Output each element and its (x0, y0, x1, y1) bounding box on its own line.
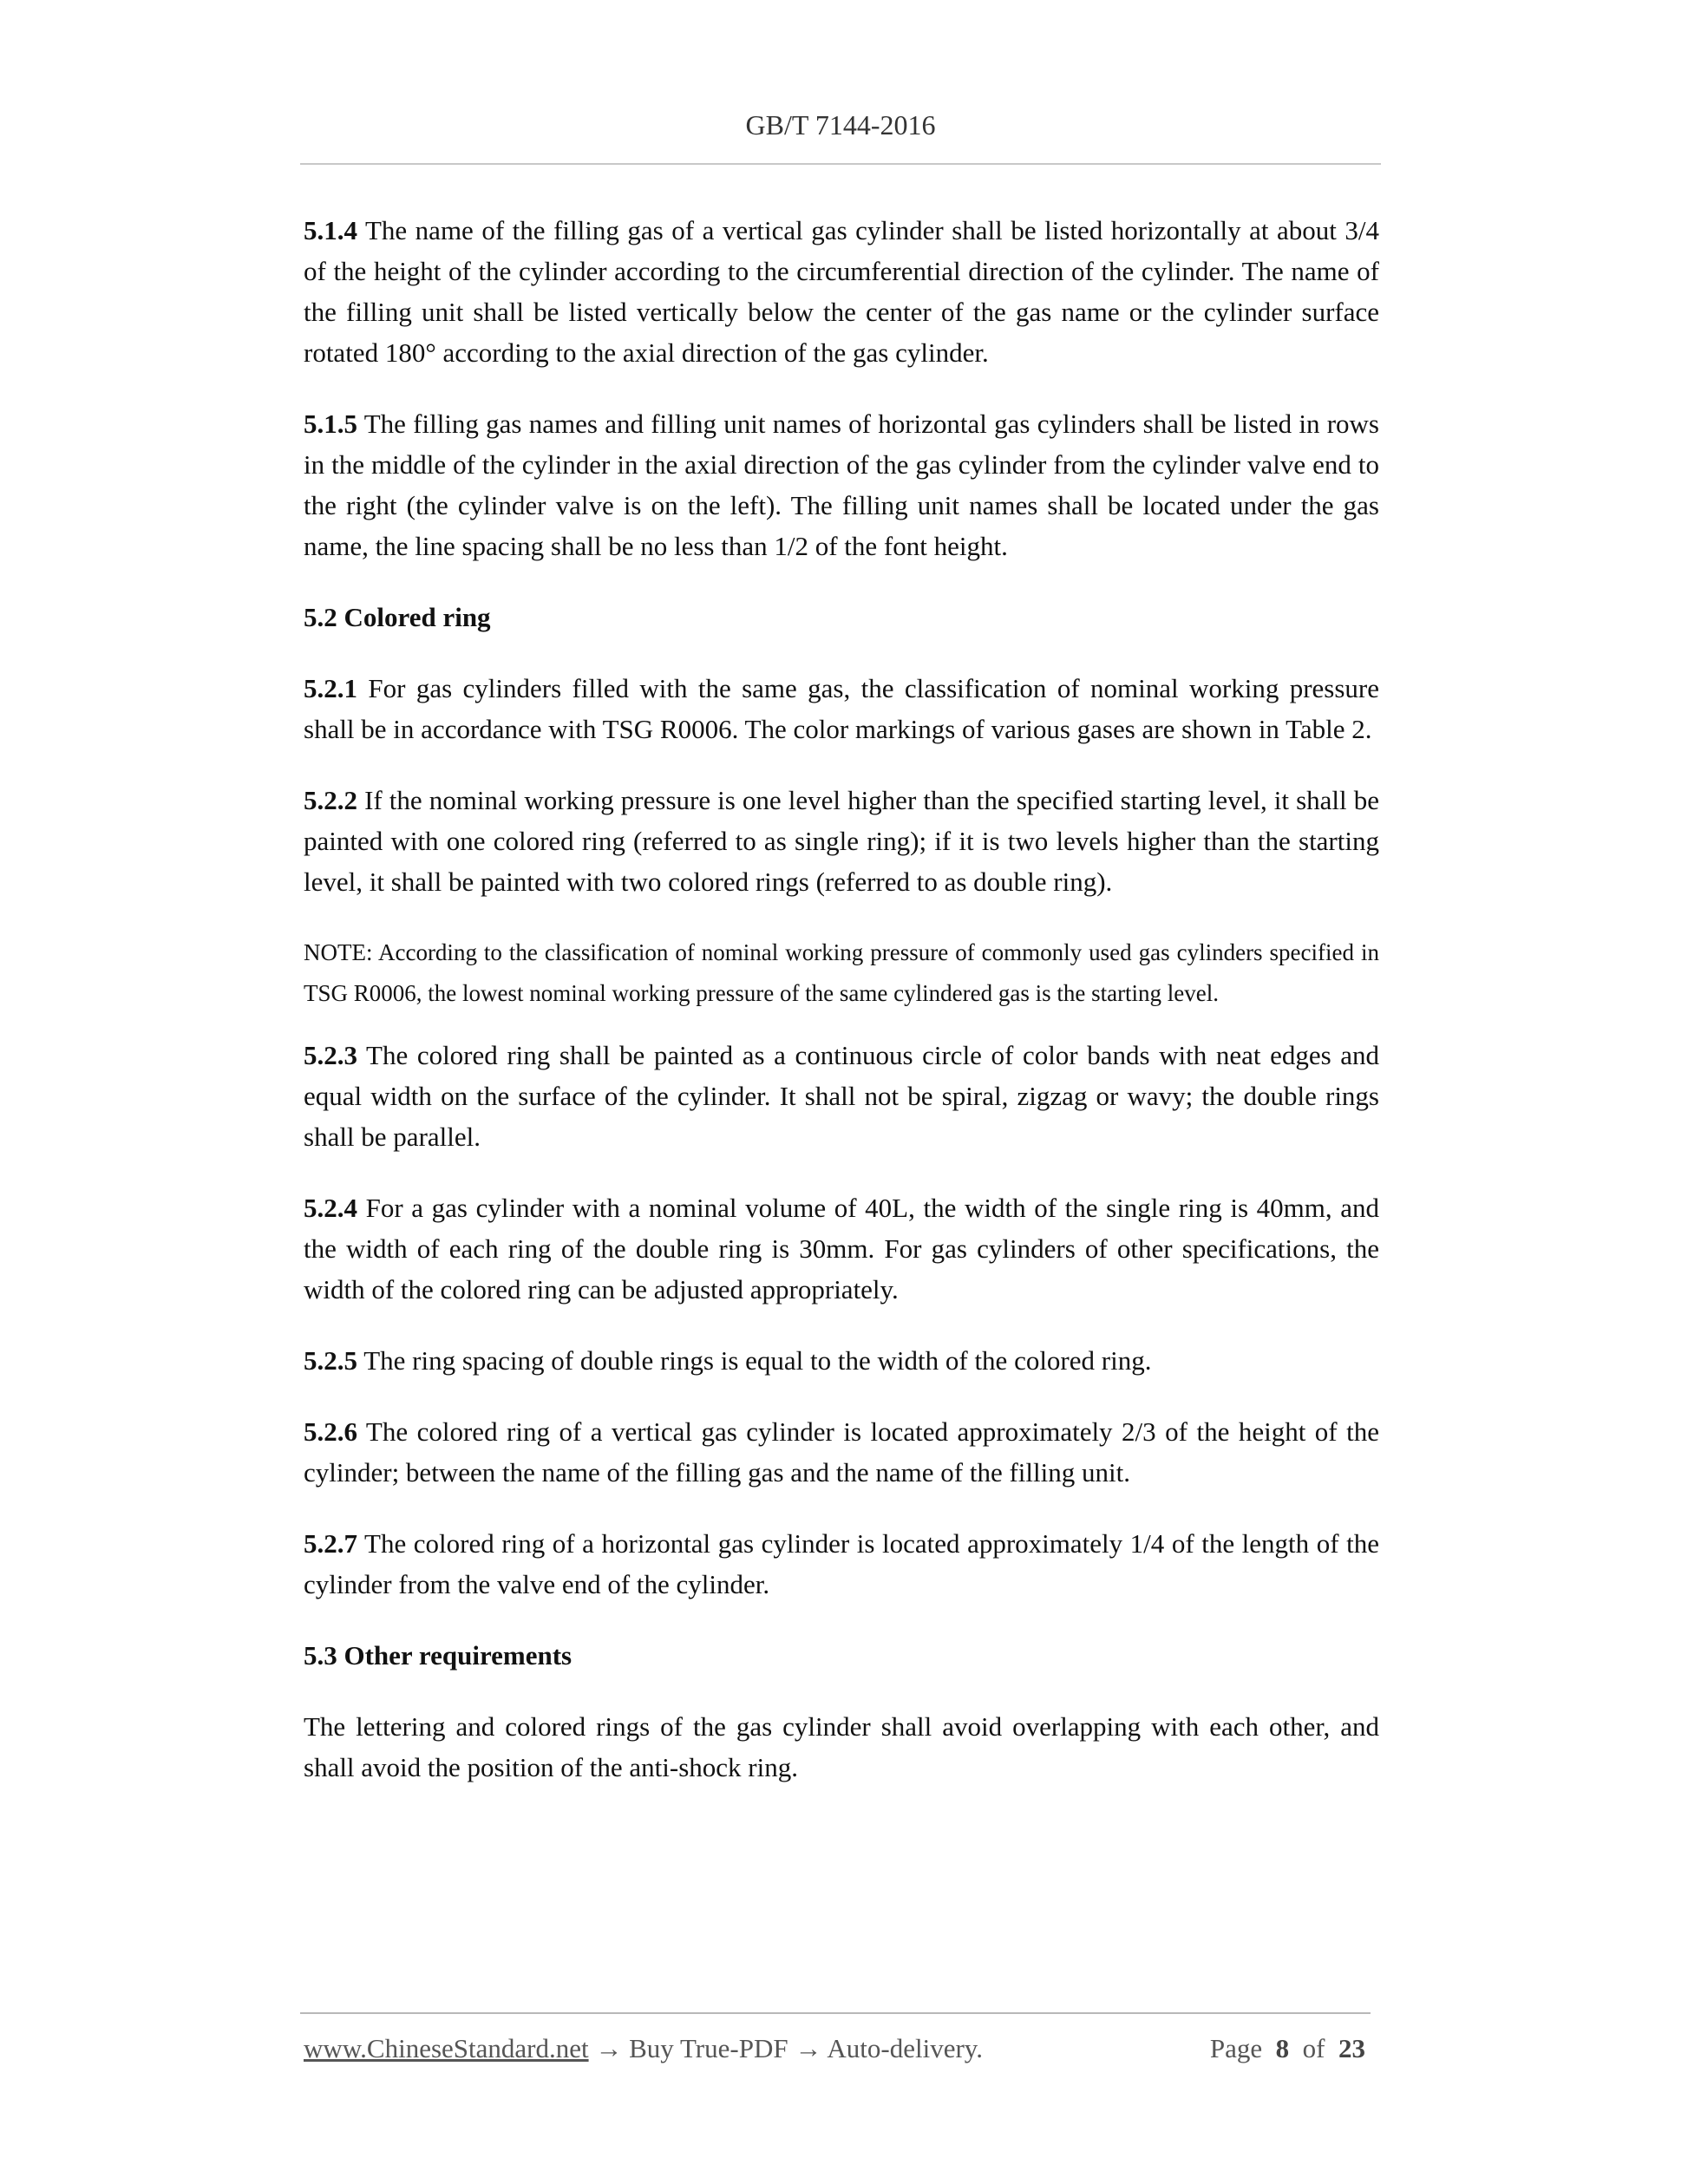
clause-5-1-4 (304, 210, 1379, 373)
arrow-right-icon: → (788, 2033, 828, 2063)
clause-text: The colored ring shall be painted as a continuous circle of color bands with neat edges and equal width on the surface of the cylinder. It shall not be spiral, zigzag or wavy; the double rings shall be parallel. (304, 1040, 1379, 1152)
clause-5-2-6 (304, 1411, 1379, 1493)
clause-text: For a gas cylinder with a nominal volume of 40L, the width of the single ring is 40mm, and the width of each ring of the double ring is 30mm. For gas cylinders of other specifications, the width of the colored ring can be adjusted appropriately. (304, 1193, 1379, 1305)
clause-number: 5.1.5 (304, 409, 357, 439)
clause-text: The ring spacing of double rings is equal to the width of the colored ring. (357, 1345, 1152, 1376)
page-footer (304, 2030, 1371, 2068)
clause-number: 5.2.2 (304, 785, 357, 815)
section-heading-5-2: 5.2 Colored ring (304, 602, 491, 632)
clause-text: The colored ring of a horizontal gas cylinder is located approximately 1/4 of the length of the cylinder from the valve end of the cylinder. (304, 1528, 1379, 1599)
standard-code: GB/T 7144-2016 (745, 109, 936, 141)
clause-text: The colored ring of a vertical gas cylinder is located approximately 2/3 of the height of the cylinder; between the name of the filling gas and the name of the filling unit. (304, 1416, 1379, 1488)
note: NOTE: According to the classification of nominal working pressure of commonly used gas cylinders specified in TSG R0006, the lowest nominal working pressure of the same cylindered gas is the starting level. (304, 939, 1379, 1006)
buy-true-pdf-text: Buy True-PDF (629, 2033, 788, 2063)
document-header (300, 109, 1381, 141)
page-label: Page (1209, 2033, 1263, 2063)
clause-text: The name of the filling gas of a vertical gas cylinder shall be listed horizontally at about 3/4 of the height of the cylinder according to the circumferential direction of the cylinder. The name of the filling unit shall be listed vertically below the center of the gas name or the cylinder surface rotated 180° according to the axial direction of the gas cylinder. (304, 215, 1379, 368)
header-divider (300, 163, 1381, 165)
clause-5-1-5 (304, 403, 1379, 566)
clause-text: The filling gas names and filling unit names of horizontal gas cylinders shall be listed in rows in the middle of the cylinder in the axial direction of the gas cylinder from the cylinder valve end to the right (the cylinder valve is on the left). The filling unit names shall be located under the gas name, the line spacing shall be no less than 1/2 of the font height. (304, 409, 1379, 561)
of-label: of (1302, 2033, 1325, 2063)
clause-number: 5.1.4 (304, 215, 357, 245)
clause-5-2-4 (304, 1187, 1379, 1310)
website-link[interactable]: www.ChineseStandard.net (304, 2033, 589, 2063)
clause-number: 5.2.5 (304, 1345, 357, 1376)
clause-5-2-3 (304, 1035, 1379, 1157)
clause-5-2-2 (304, 780, 1379, 902)
section-heading-5-3: 5.3 Other requirements (304, 1640, 572, 1671)
page-indicator (1210, 2030, 1365, 2068)
clause-number: 5.2.6 (304, 1416, 357, 1447)
clause-5-2-5 (304, 1340, 1379, 1381)
current-page-number: 8 (1275, 2033, 1290, 2063)
clause-5-3: The lettering and colored rings of the gas cylinder shall avoid overlapping with each other, and shall avoid the position of the anti-shock ring. (304, 1711, 1379, 1782)
clause-5-2-7 (304, 1523, 1379, 1605)
auto-delivery-text: Auto-delivery. (827, 2033, 984, 2063)
document-body (304, 210, 1379, 1818)
clause-number: 5.2.4 (304, 1193, 357, 1223)
clause-number: 5.2.1 (304, 673, 357, 703)
clause-number: 5.2.7 (304, 1528, 357, 1559)
total-pages-number: 23 (1338, 2033, 1365, 2063)
arrow-right-icon: → (588, 2033, 630, 2063)
clause-text: For gas cylinders filled with the same gas, the classification of nominal working pressure shall be in accordance with TSG R0006. The color markings of various gases are shown in Table 2. (304, 673, 1379, 744)
footer-divider (300, 2012, 1371, 2014)
clause-text: If the nominal working pressure is one level higher than the specified starting level, it shall be painted with one colored ring (referred to as single ring); if it is two levels higher than the starting level, it shall be painted with two colored rings (referred to as double ring). (304, 785, 1379, 897)
footer-promo (304, 2030, 983, 2068)
clause-number: 5.2.3 (304, 1040, 357, 1070)
clause-5-2-1 (304, 668, 1379, 749)
